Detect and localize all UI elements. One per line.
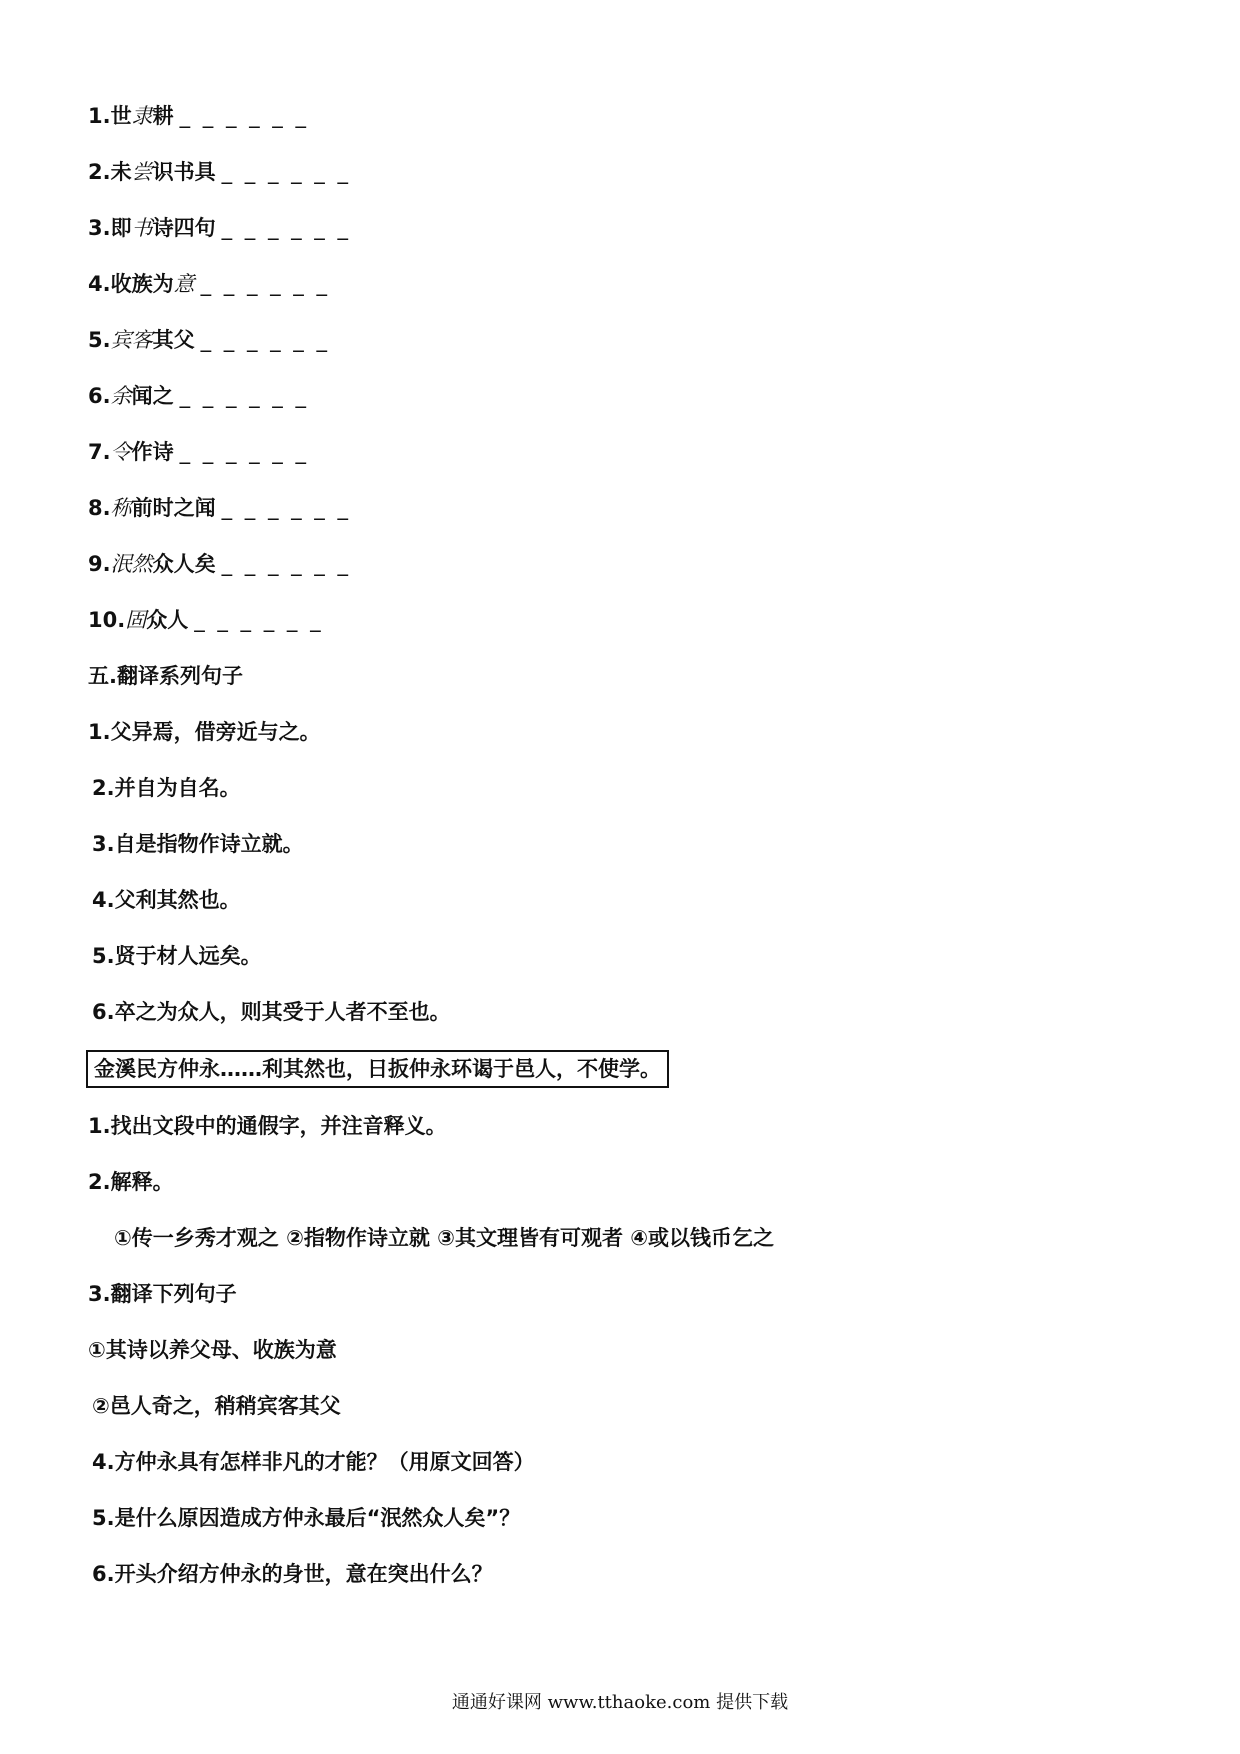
vocab-highlight: 称 bbox=[110, 496, 132, 520]
vocab-post: 前时之闻 bbox=[131, 496, 216, 520]
vocab-post: 其父 bbox=[152, 328, 195, 352]
question-3: 3.翻译下列句子 bbox=[88, 1282, 237, 1306]
vocab-highlight: 余 bbox=[110, 384, 132, 408]
vocab-num: 2. bbox=[88, 160, 111, 184]
answer-blank[interactable]: _ _ _ _ _ _ bbox=[221, 216, 351, 240]
vocab-num: 5. bbox=[88, 328, 111, 352]
vocab-highlight: 令 bbox=[110, 440, 132, 464]
vocab-highlight: 隶 bbox=[131, 104, 153, 128]
boxed-passage: 金溪民方仲永……利其然也，日扳仲永环谒于邑人，不使学。 bbox=[86, 1050, 669, 1088]
translation-item: 1.父异焉，借旁近与之。 bbox=[88, 720, 321, 744]
question-3-a: ①其诗以养父母、收族为意 bbox=[88, 1338, 337, 1362]
vocab-num: 3. bbox=[88, 216, 111, 240]
answer-blank[interactable]: _ _ _ _ _ _ bbox=[221, 160, 351, 184]
vocab-highlight: 书 bbox=[131, 216, 153, 240]
answer-blank[interactable]: _ _ _ _ _ _ bbox=[200, 272, 330, 296]
vocab-highlight: 泯然 bbox=[110, 552, 153, 576]
vocab-pre: 收族为 bbox=[110, 272, 174, 296]
vocab-item-5 bbox=[88, 326, 330, 354]
answer-blank[interactable]: _ _ _ _ _ _ bbox=[179, 384, 309, 408]
question-5: 5.是什么原因造成方仲永最后“泯然众人矣”？ bbox=[92, 1506, 521, 1530]
vocab-num: 9. bbox=[88, 552, 111, 576]
vocab-item-2 bbox=[88, 158, 351, 186]
answer-blank[interactable]: _ _ _ _ _ _ bbox=[194, 608, 324, 632]
vocab-item-8 bbox=[88, 494, 351, 522]
vocab-highlight: 固 bbox=[125, 608, 147, 632]
vocab-item-6 bbox=[88, 382, 309, 410]
vocab-highlight: 尝 bbox=[131, 160, 153, 184]
question-1: 1.找出文段中的通假字，并注音释义。 bbox=[88, 1114, 447, 1138]
vocab-pre: 未 bbox=[110, 160, 132, 184]
vocab-item-3 bbox=[88, 214, 351, 242]
vocab-num: 6. bbox=[88, 384, 111, 408]
vocab-pre: 世 bbox=[110, 104, 132, 128]
translation-item: 2.并自为自名。 bbox=[92, 776, 241, 800]
vocab-item-4 bbox=[88, 270, 330, 298]
vocab-highlight: 意 bbox=[173, 272, 195, 296]
vocab-num: 8. bbox=[88, 496, 111, 520]
vocab-item-7 bbox=[88, 438, 309, 466]
vocab-num: 4. bbox=[88, 272, 111, 296]
question-2: 2.解释。 bbox=[88, 1170, 174, 1194]
vocab-post: 耕 bbox=[152, 104, 174, 128]
vocab-post: 众人 bbox=[146, 608, 189, 632]
vocab-post: 众人矣 bbox=[152, 552, 216, 576]
vocab-post: 闻之 bbox=[131, 384, 174, 408]
vocab-post: 作诗 bbox=[131, 440, 174, 464]
question-4: 4.方仲永具有怎样非凡的才能？（用原文回答） bbox=[92, 1450, 535, 1474]
vocab-num: 7. bbox=[88, 440, 111, 464]
answer-blank[interactable]: _ _ _ _ _ _ bbox=[221, 496, 351, 520]
vocab-highlight: 宾客 bbox=[110, 328, 153, 352]
answer-blank[interactable]: _ _ _ _ _ _ bbox=[179, 104, 309, 128]
translation-item: 5.贤于材人远矣。 bbox=[92, 944, 262, 968]
vocab-post: 诗四句 bbox=[152, 216, 216, 240]
vocab-item-10 bbox=[88, 606, 324, 634]
vocab-item-9 bbox=[88, 550, 351, 578]
answer-blank[interactable]: _ _ _ _ _ _ bbox=[221, 552, 351, 576]
vocab-num: 1. bbox=[88, 104, 111, 128]
question-3-b: ②邑人奇之，稍稍宾客其父 bbox=[92, 1394, 341, 1418]
translation-item: 4.父利其然也。 bbox=[92, 888, 241, 912]
answer-blank[interactable]: _ _ _ _ _ _ bbox=[179, 440, 309, 464]
section-title: 五.翻译系列句子 bbox=[88, 664, 243, 688]
question-6: 6.开头介绍方仲永的身世，意在突出什么？ bbox=[92, 1562, 493, 1586]
page-footer: 通通好课网 www.tthaoke.com 提供下载 bbox=[451, 1692, 789, 1713]
vocab-num: 10. bbox=[88, 608, 126, 632]
translation-item: 3.自是指物作诗立就。 bbox=[92, 832, 304, 856]
vocab-item-1 bbox=[88, 102, 309, 130]
answer-blank[interactable]: _ _ _ _ _ _ bbox=[200, 328, 330, 352]
vocab-post: 识书具 bbox=[152, 160, 216, 184]
translation-item: 6.卒之为众人，则其受于人者不至也。 bbox=[92, 1000, 451, 1024]
vocab-pre: 即 bbox=[110, 216, 132, 240]
question-2-items: ①传一乡秀才观之 ②指物作诗立就 ③其文理皆有可观者 ④或以钱币乞之 bbox=[114, 1226, 775, 1250]
